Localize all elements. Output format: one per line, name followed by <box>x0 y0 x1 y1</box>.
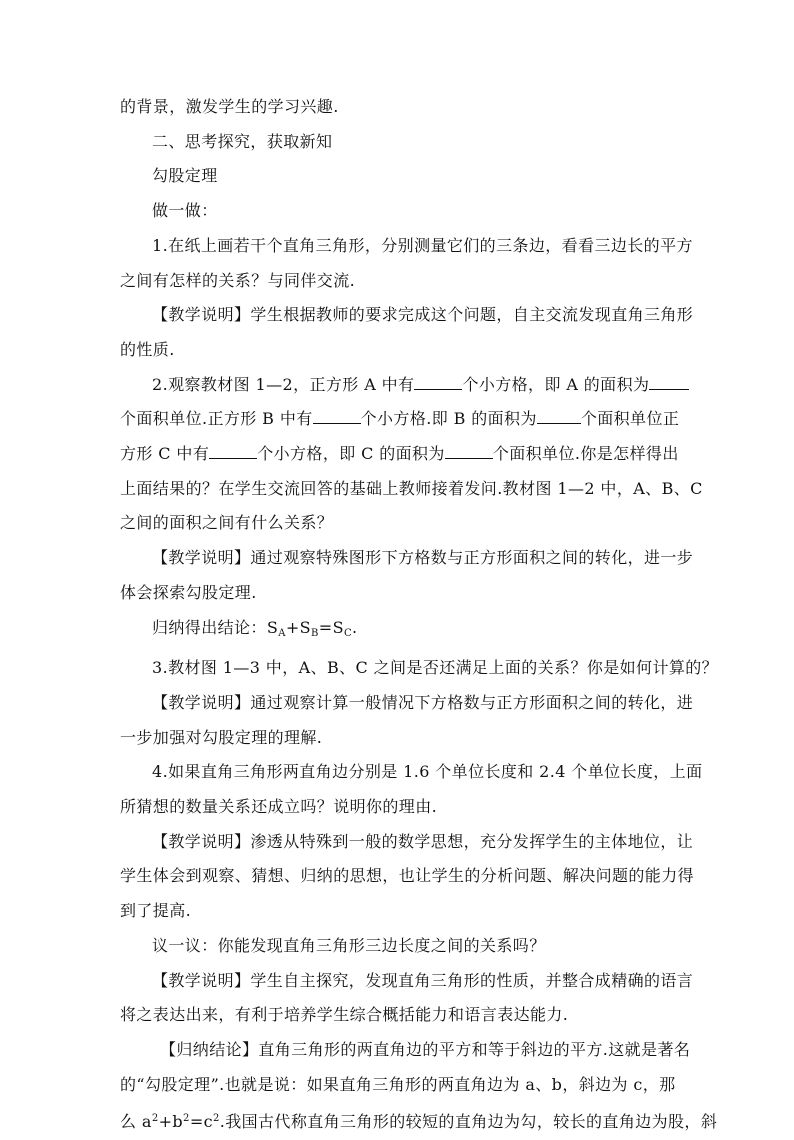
text-line: 的“勾股定理”.也就是说：如果直角三角形的两直角边为 a、b，斜边为 c，那 <box>120 1074 676 1094</box>
text-line <box>120 1102 718 1140</box>
text-line: 的性质. <box>120 339 175 359</box>
text-line <box>120 402 678 437</box>
text-segment: 个小方格，即 A 的面积为 <box>462 374 650 394</box>
fill-blank <box>414 375 462 390</box>
text-segment: 个面积单位.你是怎样得出 <box>492 444 679 464</box>
text-segment: 个小方格，即 C 的面积为 <box>257 444 445 464</box>
text-line: 体会探索勾股定理. <box>120 582 257 602</box>
text-segment: 个小方格.即 B 的面积为 <box>360 409 537 429</box>
discussion-line: 议一议：你能发现直角三角形三边长度之间的关系吗？ <box>152 935 546 955</box>
pythagorean-formula: $^2+b^2=c^2$ <box>151 1112 220 1132</box>
fill-blank <box>445 444 493 459</box>
conclusion-line <box>120 611 678 652</box>
area-formula: $S_A+S_B=S_C$. <box>266 617 358 639</box>
text-line: 之间的面积之间有什么关系？ <box>120 513 334 533</box>
text-line: 所猜想的数量关系还成立吗？说明你的理由. <box>120 797 438 817</box>
text-segment: 么 a <box>120 1112 152 1132</box>
teaching-note: 【教学说明】学生根据教师的要求完成这个问题，自主交流发现直角三角形 <box>152 305 694 325</box>
section-heading: 二、思考探究，获取新知 <box>152 131 333 151</box>
conclusion-line: 【归纳结论】直角三角形的两直角边的平方和等于斜边的平方.这就是著名 <box>160 1039 691 1059</box>
fill-blank <box>313 409 361 424</box>
text-line: 之间有怎样的关系？与同伴交流. <box>120 270 356 290</box>
activity-label: 做一做： <box>152 201 218 221</box>
text-line: 的背景，激发学生的学习兴趣. <box>120 97 339 116</box>
text-line: 3.教材图 1—3 中，A、B、C 之间是否还满足上面的关系？你是如何计算的？ <box>152 658 719 678</box>
text-line <box>120 437 678 472</box>
text-line: 一步加强对勾股定理的理解. <box>120 727 323 747</box>
text-line: 学生体会到观察、猜想、归纳的思想，也让学生的分析问题、解决问题的能力得 <box>120 866 695 886</box>
teaching-note: 【教学说明】学生自主探究，发现直角三角形的性质，并整合成精确的语言 <box>152 970 694 990</box>
text-segment: 2.观察教材图 1—2，正方形 A 中有 <box>152 374 415 394</box>
teaching-note: 【教学说明】渗透从特殊到一般的数学思想，充分发挥学生的主体地位，让 <box>152 831 694 851</box>
text-segment: 方形 C 中有 <box>120 444 210 464</box>
text-segment: 个面积单位正 <box>580 409 680 429</box>
fill-blank <box>209 444 257 459</box>
text-line <box>120 368 678 403</box>
text-segment: .我国古代称直角三角形的较短的直角边为勾，较长的直角边为股，斜 <box>219 1112 718 1132</box>
text-line: 4.如果直角三角形两直角边分别是 1.6 个单位长度和 2.4 个单位长度，上面 <box>152 762 703 782</box>
teaching-note: 【教学说明】通过观察计算一般情况下方格数与正方形面积之间的转化，进 <box>152 692 694 712</box>
fill-blank <box>649 375 689 390</box>
document-body <box>120 90 719 1140</box>
text-line: 1.在纸上画若干个直角三角形，分别测量它们的三条边，看看三边长的平方 <box>152 235 693 255</box>
fill-blank <box>537 409 581 424</box>
text-segment: 归纳得出结论： <box>152 617 267 637</box>
text-line: 上面结果的？在学生交流回答的基础上教师接着发问.教材图 1—2 中，A、B、C <box>120 478 703 498</box>
text-line: 到了提高. <box>120 901 192 921</box>
text-segment: 个面积单位.正方形 B 中有 <box>120 409 313 429</box>
topic-title: 勾股定理 <box>152 166 218 186</box>
teaching-note: 【教学说明】通过观察特殊图形下方格数与正方形面积之间的转化，进一步 <box>152 548 694 568</box>
text-line: 将之表达出来，有利于培养学生综合概括能力和语言表达能力. <box>120 1005 569 1025</box>
